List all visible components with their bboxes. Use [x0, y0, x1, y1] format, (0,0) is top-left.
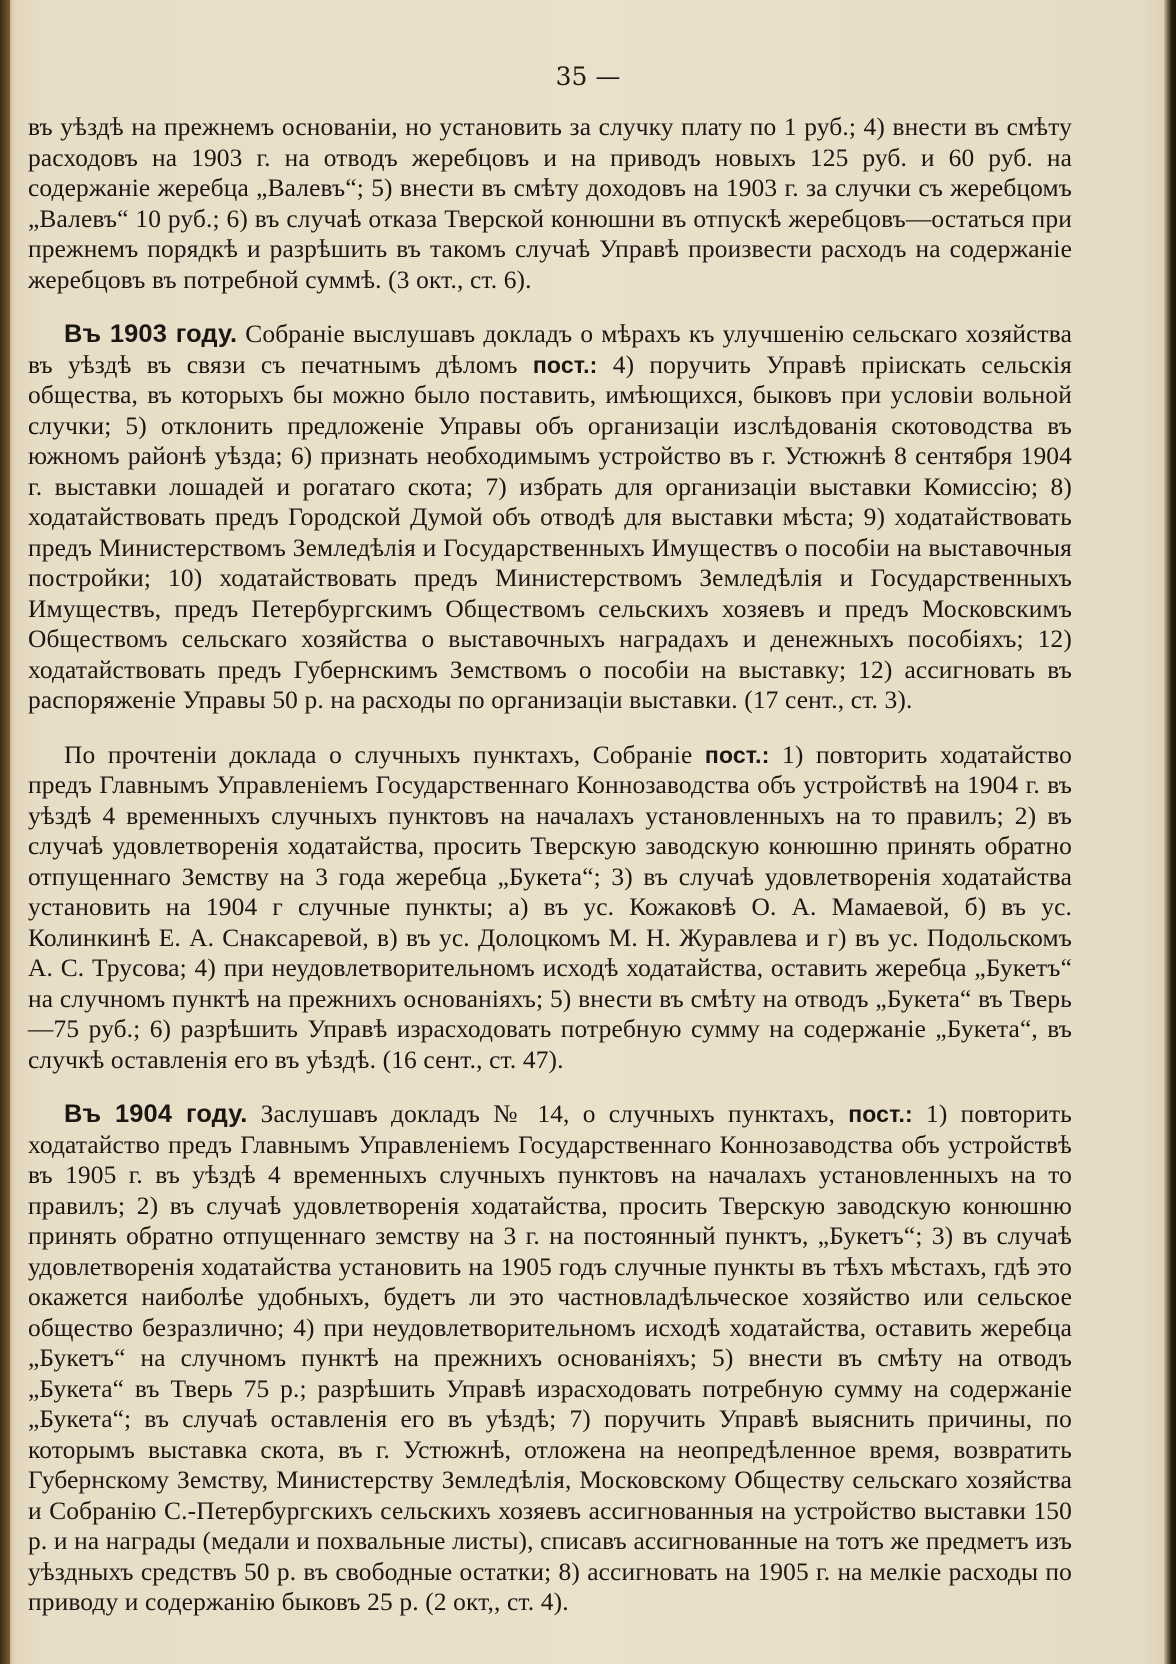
paragraph-continuation [28, 112, 1072, 295]
resolution-marker: пост.: [848, 1101, 913, 1127]
paragraph-1904 [28, 1099, 1072, 1618]
paragraph-stud-points [28, 740, 1072, 1076]
book-spine-left [0, 0, 10, 1664]
paragraph-1903 [28, 319, 1072, 716]
paragraph-text: Собраніе выслушавъ докладъ о мѣрахъ къ улучшенію сельскаго хозяйства въ уѣздѣ въ связи съ печатнымъ дѣломъ [28, 320, 1072, 379]
book-spine-right [1164, 0, 1176, 1664]
paragraph-text: 1) повторить ходатайство предъ Главнымъ Управленіемъ Государственнаго Коннозаводства объ устройствѣ въ 1905 г. въ уѣздѣ 4 временныхъ случныхъ пунктовъ на началахъ установленныхъ на то правилъ; 2) въ случаѣ удовлетворенія ходатайства, просить Тверскую заводскую конюшню принять обратно отпущеннаго земству на 3 г. на постоянный пунктъ, „Букетъ“; 3) въ случаѣ удовлетворенія ходатайства установить на 1905 годъ случные пункты въ тѣхъ мѣстахъ, гдѣ это окажется наиболѣе удобныхъ, будетъ ли это частновладѣльческое хозяйство или сельское общество безразлично; 4) при неудовлетворительномъ исходѣ ходатайства, оставить жеребца „Букетъ“ на случномъ пунктѣ на прежнихъ основаніяхъ; 5) внести въ смѣту на отводъ „Букета“ въ Тверь 75 р.; разрѣшить Управѣ израсходовать потребную сумму на содержаніе „Букета“; въ случаѣ оставленія его въ уѣздѣ; 7) поручить Управѣ выяснить причины, по которымъ выставка скота, въ г. Устюжнѣ, отложена на неопредѣленное время, возвратить Губернскому Земству, Министерству Земледѣлія, Московскому Обществу сельскаго хозяйства и Собранію С.-Петербургскихъ сельскихъ хозяевъ ассигнованныя на устройство выставки 150 р. и на награды (медали и похвальные листы), списавъ ассигнованные на тотъ же предметъ изъ уѣздныхъ средствъ 50 р. въ свободные остатки; 8) ассигновать на 1905 г. на мелкіе расходы по приводу и содержанію быковъ 25 р. (2 окт,, ст. 4). [28, 1100, 1072, 1616]
page-number: 35 — [555, 62, 621, 91]
body-text [28, 112, 1072, 1618]
paragraph-text: Заслушавъ докладъ № 14, о случныхъ пунктахъ, [247, 1100, 849, 1128]
paragraph-text: 1) повторить ходатайство предъ Главнымъ Управленіемъ Государственнаго Коннозаводства объ устройствѣ на 1904 г. въ уѣздѣ 4 временныхъ случныхъ пунктовъ на началахъ установленныхъ на то правилъ; 2) въ случаѣ удовлетворенія ходатайства, просить Тверскую заводскую конюшню принять обратно отпущеннаго Земству на 3 года жеребца „Букета“; 3) въ случаѣ удовлетворенія ходатайства установить на 1904 г случные пункты; а) въ ус. Кожаковѣ О. А. Мамаевой, б) въ ус. Колинкинѣ Е. А. Снаксаревой, в) въ ус. Долоцкомъ М. Н. Журавлева и г) въ ус. Подольскомъ А. С. Трусова; 4) при неудовлетворительномъ исходѣ ходатайства, оставить жеребца „Букетъ“ на случномъ пунктѣ на прежнихъ основаніяхъ; 5) внести въ смѣту на отводъ „Букета“ въ Тверь—75 руб.; 6) разрѣшить Управѣ израсходовать потребную сумму на содержаніе „Букета“, въ случкѣ оставленія его въ уѣздѣ. (16 сент., ст. 47). [28, 740, 1072, 1074]
year-heading: Въ 1904 году. [64, 1100, 248, 1128]
resolution-marker: пост.: [532, 351, 598, 378]
paragraph-text: 4) поручить Управѣ пріискать сельскія общества, въ которыхъ бы можно было поставить, имѣющихся, быковъ при условіи вольной случки; 5) отклонить предложеніе Управы объ организаціи изслѣдованія скотоводства въ южномъ районѣ уѣзда; 6) признать необходимымъ устройство въ г. Устюжнѣ 8 сентября 1904 г. выставки лошадей и рогатаго скота; 7) избрать для организаціи выставки Комиссію; 8) ходатайствовать предъ Городской Думой объ отводѣ для выставки мѣста; 9) ходатайствовать предъ Министерствомъ Земледѣлія и Государственныхъ Имуществъ о пособіи на выставочныя постройки; 10) ходатайствовать предъ Министерствомъ Земледѣлія и Государственныхъ Имуществъ, предъ Петербургскимъ Обществомъ сельскихъ хозяевъ и предъ Московскимъ Обществомъ сельскаго хозяйства о выставочныхъ наградахъ и денежныхъ пособіяхъ; 12) ходатайствовать предъ Губернскимъ Земствомъ о пособіи на выставку; 12) ассигновать въ распоряженіе Управы 50 р. на расходы по организаціи выставки. (17 сент., ст. 3). [28, 350, 1073, 714]
year-heading: Въ 1903 году. [64, 320, 238, 348]
resolution-marker: пост.: [704, 741, 770, 768]
paragraph-text: въ уѣздѣ на прежнемъ основаніи, но установить за случку плату по 1 руб.; 4) внести въ смѣту расходовъ на 1903 г. на отводъ жеребцовъ и на приводъ новыхъ 125 руб. и 60 руб. на содержаніе жеребца „Валевъ“; 5) внести въ смѣту доходовъ на 1903 г. за случки съ жеребцомъ „Валевъ“ 10 руб.; 6) въ случаѣ отказа Тверской конюшни въ отпускѣ жеребцовъ—остаться при прежнемъ порядкѣ и разрѣшить въ такомъ случаѣ Управѣ произвести расходъ на содержаніе жеребцовъ въ потребной суммѣ. (3 окт., ст. 6). [28, 113, 1072, 294]
paragraph-text: По прочтеніи доклада о случныхъ пунктахъ, Собраніе [64, 740, 705, 769]
